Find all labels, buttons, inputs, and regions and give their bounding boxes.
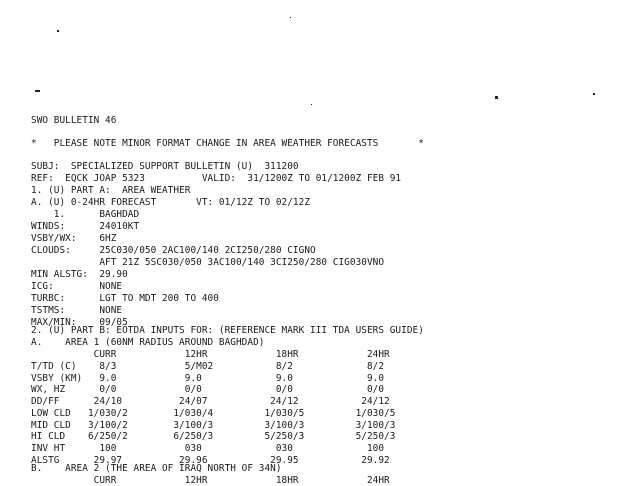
turbulence-line: TURBC: LGT TO MDT 200 TO 400 [31, 292, 219, 305]
thunderstorms-line: TSTMS: NONE [31, 304, 123, 317]
table-header-row: CURR 12HR 18HR 24HR [31, 348, 390, 361]
format-change-notice: * PLEASE NOTE MINOR FORMAT CHANGE IN AREA WEATHER FORECASTS * [31, 137, 424, 150]
visibility-line: VSBY/WX: 6HZ [31, 232, 117, 245]
part-b-heading: 2. (U) PART B: EOTDA INPUTS FOR: (REFERENCE MARK III TDA USERS GUIDE) [31, 324, 424, 337]
table-row: VSBY (KM) 9.0 9.0 9.0 9.0 [31, 372, 385, 385]
forecast-heading: A. (U) 0-24HR FORECAST VT: 01/12Z TO 02/12Z [31, 196, 311, 209]
table-header-row: CURR 12HR 18HR 24HR [31, 474, 390, 486]
scan-speck [35, 90, 40, 92]
scan-speck [593, 93, 595, 95]
scan-speck [495, 96, 498, 99]
scan-speck [290, 17, 291, 18]
location-heading: 1. BAGHDAD [31, 208, 140, 221]
bulletin-number: SWO BULLETIN 46 [31, 114, 117, 127]
table-row: MID CLD 3/100/2 3/100/3 3/100/3 3/100/3 [31, 419, 396, 432]
table-row: T/TD (C) 8/3 5/M02 8/2 8/2 [31, 360, 385, 373]
area-1-heading: A. AREA 1 (60NM RADIUS AROUND BAGHDAD) [31, 336, 265, 349]
table-row: WX, HZ 0/0 0/0 0/0 0/0 [31, 383, 385, 396]
part-a-heading: 1. (U) PART A: AREA WEATHER [31, 184, 191, 197]
area-2-heading: B. AREA 2 (THE AREA OF IRAQ NORTH OF 34N) [31, 462, 282, 475]
clouds-after-line: AFT 21Z 5SC030/050 3AC100/140 3CI250/280 CIG030VNO [31, 256, 385, 269]
table-row: HI CLD 6/250/2 6/250/3 5/250/3 5/250/3 [31, 430, 396, 443]
subject-line: SUBJ: SPECIALIZED SUPPORT BULLETIN (U) 311200 [31, 160, 299, 173]
scan-speck [57, 30, 59, 32]
max-min-line: MAX/MIN: 09/05 [31, 316, 128, 329]
icing-line: ICG: NONE [31, 280, 123, 293]
table-row: DD/FF 24/10 24/07 24/12 24/12 [31, 395, 390, 408]
winds-line: WINDS: 24010KT [31, 220, 140, 233]
min-altimeter-line: MIN ALSTG: 29.90 [31, 268, 128, 281]
scan-speck [311, 104, 312, 105]
table-row: LOW CLD 1/030/2 1/030/4 1/030/5 1/030/5 [31, 407, 396, 420]
table-row: ALSTG 29.97 29.96 29.95 29.92 [31, 454, 390, 467]
reference-line: REF: EQCK JOAP 5323 VALID: 31/1200Z TO 01/1200Z FEB 91 [31, 172, 402, 185]
clouds-line: CLOUDS: 25C030/050 2AC100/140 2CI250/280 CIGNO [31, 244, 316, 257]
table-row: INV HT 100 030 030 100 [31, 442, 385, 455]
